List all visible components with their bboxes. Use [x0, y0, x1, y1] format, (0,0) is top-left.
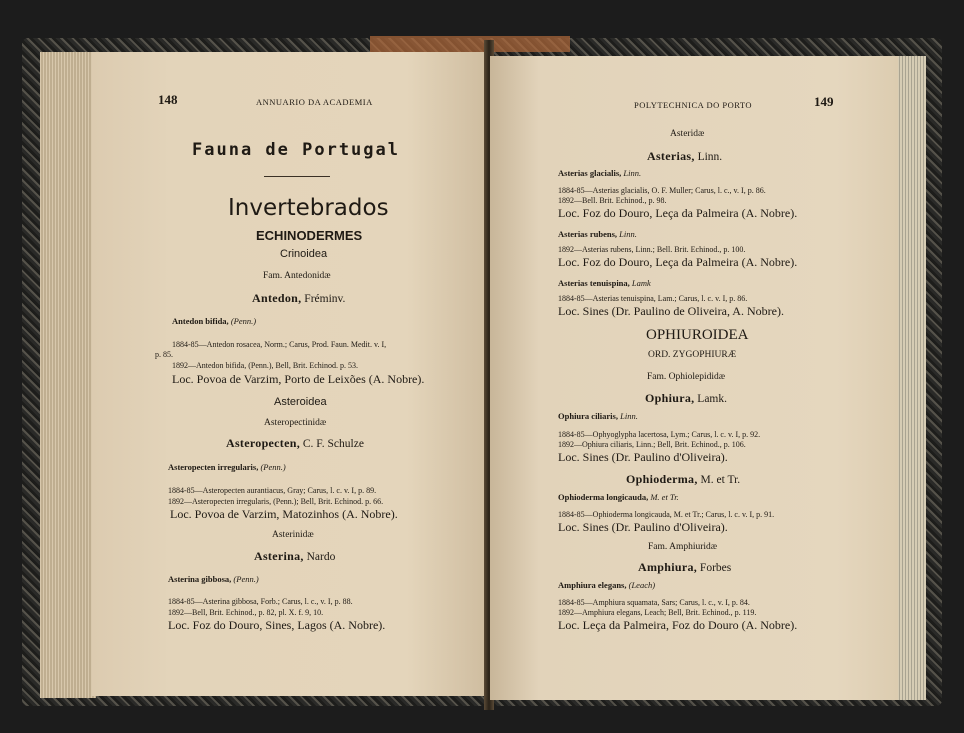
genus-heading: Ophiura, Lamk. [645, 391, 727, 405]
reference-line: 1884-85—Ophyoglypha lacertosa, Lym.; Carus, l. c. v. I, p. 92. [558, 430, 761, 439]
genus-heading: Asteropecten, C. F. Schulze [226, 436, 364, 450]
reference-line: 1884-85—Asterina gibbosa, Forb.; Carus, l. c., v. I, p. 88. [168, 597, 353, 606]
locality-line: Loc. Leça da Palmeira, Foz do Douro (A. Nobre). [558, 618, 798, 632]
genus-heading: Amphiura, Forbes [638, 560, 732, 574]
right-page [490, 56, 898, 700]
species-heading: Ophioderma longicauda, M. et Tr. [558, 492, 679, 502]
reference-line: 1884-85—Antedon rosacea, Norm.; Carus, Prod. Faun. Medit. v. I, [172, 340, 387, 349]
species-heading: Asterias glacialis, Linn. [558, 168, 642, 178]
class-heading: OPHIUROIDEA [646, 327, 749, 343]
species-heading: Asterina gibbosa, (Penn.) [168, 574, 259, 584]
locality-line: Loc. Povoa de Varzim, Porto de Leixões (A. Nobre). [172, 372, 425, 386]
genus-heading: Antedon, Fréminv. [252, 291, 346, 305]
title-rule [264, 176, 330, 177]
locality-line: Loc. Foz do Douro, Sines, Lagos (A. Nobre). [168, 618, 386, 632]
locality-line: Loc. Povoa de Varzim, Matozinhos (A. Nobre). [170, 507, 398, 521]
family-heading: Asteropectinidæ [264, 418, 327, 428]
genus-heading: Ophioderma, M. et Tr. [626, 472, 741, 486]
order-heading: ORD. ZYGOPHIURÆ [648, 350, 737, 360]
locality-line: Loc. Sines (Dr. Paulino d'Oliveira). [558, 450, 728, 464]
species-heading: Amphiura elegans, (Leach) [558, 580, 656, 590]
reference-line: 1884-85—Asterias glacialis, O. F. Muller; Carus, l. c., v. I, p. 86. [558, 186, 766, 195]
right-page-edges [896, 56, 926, 700]
species-heading: Asterias tenuispina, Lamk [558, 278, 651, 288]
species-heading: Antedon bifida, (Penn.) [172, 316, 257, 326]
left-page [92, 52, 486, 696]
left-page-edges [40, 52, 96, 698]
order-heading: Asteroidea [274, 396, 327, 408]
locality-line: Loc. Foz do Douro, Leça da Palmeira (A. Nobre). [558, 255, 798, 269]
page-number: 149 [814, 94, 834, 109]
family-heading: Fam. Antedonidæ [263, 271, 331, 281]
order-heading: Crinoidea [280, 248, 328, 260]
locality-line: Loc. Sines (Dr. Paulino de Oliveira, A. Nobre). [558, 304, 784, 318]
reference-line: 1892—Ophiura ciliaris, Linn.; Bell, Brit. Echinod., p. 106. [558, 440, 746, 449]
reference-line: 1884-85—Amphiura squamata, Sars; Carus, l. c., v. I, p. 84. [558, 598, 750, 607]
reference-line: 1884-85—Ophioderma longicauda, M. et Tr.; Carus, l. c. v. I, p. 91. [558, 510, 775, 519]
species-heading: Asterias rubens, Linn. [558, 229, 637, 239]
genus-heading: Asterias, Linn. [647, 149, 723, 163]
reference-line: 1892—Bell, Brit. Echinod., p. 82, pl. X. f. 9, 10. [168, 608, 324, 617]
page-number: 148 [158, 92, 178, 107]
family-heading: Fam. Ophiolepididæ [647, 372, 726, 382]
class-heading: ECHINODERMES [256, 228, 363, 243]
family-heading: Asteridæ [670, 129, 705, 139]
species-heading: Ophiura ciliaris, Linn. [558, 411, 638, 421]
reference-line: 1892—Amphiura elegans, Leach; Bell, Brit. Echinod., p. 119. [558, 608, 757, 617]
reference-line: 1892—Asteropecten irregularis, (Penn.); Bell, Brit. Echinod. p. 66. [168, 497, 384, 506]
reference-line: p. 85. [155, 350, 173, 359]
reference-line: 1884-85—Asteropecten aurantiacus, Gray; Carus, l. c. v. I, p. 89. [168, 486, 377, 495]
locality-line: Loc. Sines (Dr. Paulino d'Oliveira). [558, 520, 728, 534]
reference-line: 1892—Antedon bifida, (Penn.), Bell, Brit. Echinod. p. 53. [172, 361, 358, 370]
spine-band [370, 36, 570, 52]
family-heading: Asterinidæ [272, 530, 314, 540]
section-heading: Invertebrados [228, 195, 389, 221]
family-heading: Fam. Amphiuridæ [648, 542, 718, 552]
species-heading: Asteropecten irregularis, (Penn.) [168, 462, 286, 472]
genus-heading: Asterina, Nardo [254, 549, 336, 563]
running-head: POLYTECHNICA DO PORTO [634, 100, 753, 110]
page-title: Fauna de Portugal [192, 140, 400, 160]
reference-line: 1884-85—Asterias tenuispina, Lam.; Carus, l. c. v. I, p. 86. [558, 294, 748, 303]
locality-line: Loc. Foz do Douro, Leça da Palmeira (A. Nobre). [558, 206, 798, 220]
reference-line: 1892—Asterias rubens, Linn.; Bell. Brit. Echinod., p. 100. [558, 245, 746, 254]
reference-line: 1892—Bell. Brit. Echinod., p. 98. [558, 196, 667, 205]
running-head: ANNUARIO DA ACADEMIA [256, 97, 373, 107]
